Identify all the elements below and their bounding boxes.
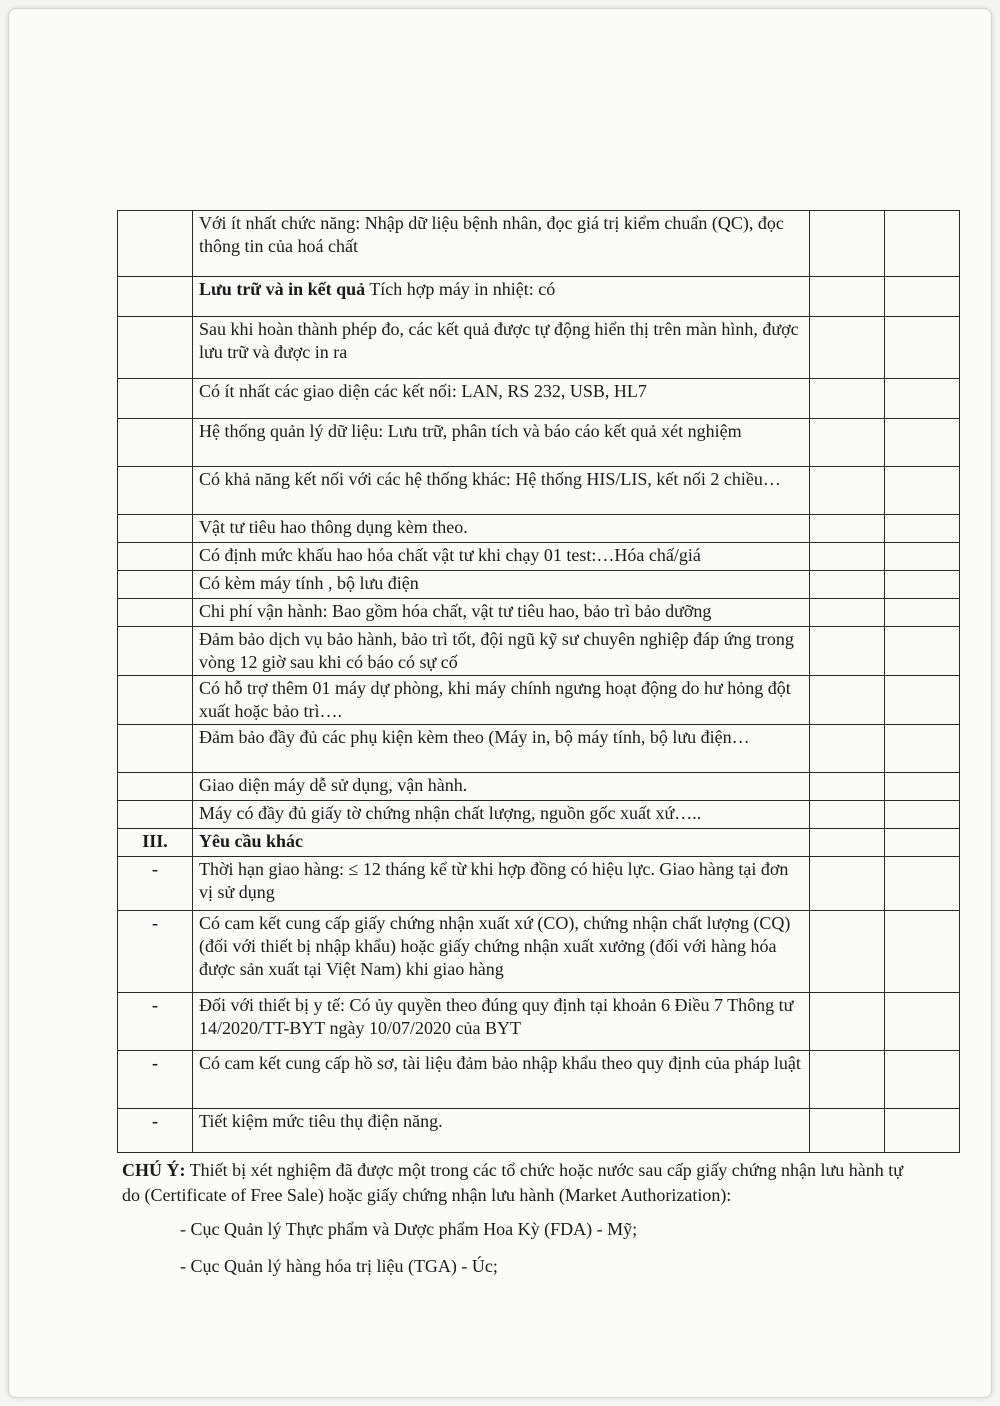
row-number bbox=[118, 467, 193, 515]
empty-cell bbox=[810, 317, 885, 379]
table-row bbox=[118, 543, 960, 571]
empty-cell bbox=[885, 1109, 960, 1153]
row-description bbox=[193, 911, 810, 993]
table-row bbox=[118, 211, 960, 277]
table-row bbox=[118, 515, 960, 543]
empty-cell bbox=[885, 211, 960, 277]
empty-cell bbox=[885, 543, 960, 571]
empty-cell bbox=[885, 379, 960, 419]
row-text: Với ít nhất chức năng: Nhập dữ liệu bệnh nhân, đọc giá trị kiểm chuẩn (QC), đọc thông tin của hoá chất bbox=[199, 213, 784, 256]
row-number: - bbox=[118, 1109, 193, 1153]
table-row bbox=[118, 379, 960, 419]
row-description bbox=[193, 277, 810, 317]
row-description bbox=[193, 211, 810, 277]
row-description bbox=[193, 773, 810, 801]
table-row bbox=[118, 627, 960, 676]
empty-cell bbox=[885, 571, 960, 599]
row-number bbox=[118, 317, 193, 379]
note-paragraph bbox=[122, 1158, 922, 1208]
empty-cell bbox=[810, 627, 885, 676]
row-number: III. bbox=[118, 829, 193, 857]
row-number bbox=[118, 725, 193, 773]
note-item: - Cục Quản lý hàng hóa trị liệu (TGA) - Úc; bbox=[180, 1256, 498, 1276]
row-description bbox=[193, 676, 810, 725]
row-text: Máy có đầy đủ giấy tờ chứng nhận chất lượng, nguồn gốc xuất xứ….. bbox=[199, 803, 702, 823]
row-description bbox=[193, 317, 810, 379]
empty-cell bbox=[810, 676, 885, 725]
empty-cell bbox=[885, 467, 960, 515]
table-row bbox=[118, 857, 960, 911]
note-item: - Cục Quản lý Thực phẩm và Dược phẩm Hoa Kỳ (FDA) - Mỹ; bbox=[180, 1219, 638, 1239]
row-description bbox=[193, 419, 810, 467]
row-text: Vật tư tiêu hao thông dụng kèm theo. bbox=[199, 517, 468, 537]
row-description bbox=[193, 857, 810, 911]
empty-cell bbox=[810, 1051, 885, 1109]
empty-cell bbox=[810, 599, 885, 627]
row-number bbox=[118, 599, 193, 627]
row-number: - bbox=[118, 993, 193, 1051]
empty-cell bbox=[810, 857, 885, 911]
empty-cell bbox=[810, 419, 885, 467]
row-text: Đảm bảo đầy đủ các phụ kiện kèm theo (Máy in, bộ máy tính, bộ lưu điện… bbox=[199, 727, 750, 747]
row-text: Đối với thiết bị y tế: Có ủy quyền theo đúng quy định tại khoản 6 Điều 7 Thông tư 14/2020/TT-BYT ngày 10/07/2020 của BYT bbox=[199, 995, 794, 1038]
row-text: Có kèm máy tính , bộ lưu điện bbox=[199, 573, 419, 593]
row-heading: Yêu cầu khác bbox=[199, 831, 304, 851]
table-row bbox=[118, 467, 960, 515]
table-row bbox=[118, 911, 960, 993]
row-number bbox=[118, 277, 193, 317]
row-description bbox=[193, 467, 810, 515]
row-number: - bbox=[118, 911, 193, 993]
empty-cell bbox=[885, 419, 960, 467]
empty-cell bbox=[885, 857, 960, 911]
row-number: - bbox=[118, 857, 193, 911]
row-number bbox=[118, 379, 193, 419]
note-section bbox=[122, 1158, 922, 1279]
row-text: Có cam kết cung cấp giấy chứng nhận xuất xứ (CO), chứng nhận chất lượng (CQ) (đối với thiết bị nhập khẩu) hoặc giấy chứng nhận xuất xưởng (đối với hàng hóa được sản xuất tại Việt Nam) khi giao hàng bbox=[199, 913, 791, 979]
row-number bbox=[118, 419, 193, 467]
empty-cell bbox=[885, 317, 960, 379]
row-text: Hệ thống quản lý dữ liệu: Lưu trữ, phân tích và báo cáo kết quả xét nghiệm bbox=[199, 421, 742, 441]
row-description bbox=[193, 801, 810, 829]
table-row bbox=[118, 599, 960, 627]
row-text: Có định mức khấu hao hóa chất vật tư khi chạy 01 test:…Hóa chấ/giá bbox=[199, 545, 701, 565]
empty-cell bbox=[810, 911, 885, 993]
row-text: Tiết kiệm mức tiêu thụ điện năng. bbox=[199, 1111, 443, 1131]
empty-cell bbox=[885, 773, 960, 801]
row-number bbox=[118, 801, 193, 829]
table-row bbox=[118, 317, 960, 379]
row-description bbox=[193, 1051, 810, 1109]
table-row bbox=[118, 419, 960, 467]
empty-cell bbox=[810, 773, 885, 801]
row-text: Sau khi hoàn thành phép đo, các kết quả được tự động hiển thị trên màn hình, được lưu trữ và được in ra bbox=[199, 319, 799, 362]
row-description bbox=[193, 599, 810, 627]
empty-cell bbox=[810, 829, 885, 857]
row-number bbox=[118, 627, 193, 676]
row-number bbox=[118, 676, 193, 725]
table-row bbox=[118, 725, 960, 773]
row-text: Đảm bảo dịch vụ bảo hành, bảo trì tốt, đội ngũ kỹ sư chuyên nghiệp đáp ứng trong vòng 12 giờ sau khi có báo có sự cố bbox=[199, 629, 794, 672]
table-row bbox=[118, 993, 960, 1051]
row-description bbox=[193, 993, 810, 1051]
empty-cell bbox=[810, 379, 885, 419]
note-label: CHÚ Ý: bbox=[122, 1160, 186, 1180]
empty-cell bbox=[885, 801, 960, 829]
empty-cell bbox=[885, 599, 960, 627]
table-row bbox=[118, 773, 960, 801]
row-description bbox=[193, 543, 810, 571]
row-text: Có hỗ trợ thêm 01 máy dự phòng, khi máy chính ngưng hoạt động do hư hỏng đột xuất hoặc bảo trì…. bbox=[199, 678, 791, 721]
empty-cell bbox=[885, 1051, 960, 1109]
row-text: Chi phí vận hành: Bao gồm hóa chất, vật tư tiêu hao, bảo trì bảo dưỡng bbox=[199, 601, 712, 621]
row-text: Có cam kết cung cấp hồ sơ, tài liệu đảm bảo nhập khẩu theo quy định của pháp luật bbox=[199, 1053, 801, 1073]
row-text: Tích hợp máy in nhiệt: có bbox=[365, 279, 556, 299]
table-row bbox=[118, 676, 960, 725]
table-row bbox=[118, 801, 960, 829]
row-description bbox=[193, 515, 810, 543]
row-number bbox=[118, 211, 193, 277]
row-number bbox=[118, 773, 193, 801]
row-description bbox=[193, 571, 810, 599]
row-description bbox=[193, 1109, 810, 1153]
table-row bbox=[118, 277, 960, 317]
row-text: Thời hạn giao hàng: ≤ 12 tháng kể từ khi hợp đồng có hiệu lực. Giao hàng tại đơn vị sử dụng bbox=[199, 859, 789, 902]
empty-cell bbox=[885, 277, 960, 317]
empty-cell bbox=[885, 829, 960, 857]
row-text: Có ít nhất các giao diện các kết nối: LAN, RS 232, USB, HL7 bbox=[199, 381, 647, 401]
empty-cell bbox=[810, 277, 885, 317]
table-row bbox=[118, 1109, 960, 1153]
empty-cell bbox=[810, 467, 885, 515]
table-row bbox=[118, 571, 960, 599]
empty-cell bbox=[810, 571, 885, 599]
empty-cell bbox=[810, 1109, 885, 1153]
row-number bbox=[118, 515, 193, 543]
empty-cell bbox=[885, 993, 960, 1051]
row-description bbox=[193, 627, 810, 676]
row-text: Có khả năng kết nối với các hệ thống khác: Hệ thống HIS/LIS, kết nối 2 chiều… bbox=[199, 469, 781, 489]
row-number: - bbox=[118, 1051, 193, 1109]
empty-cell bbox=[810, 515, 885, 543]
row-description bbox=[193, 725, 810, 773]
empty-cell bbox=[810, 993, 885, 1051]
table-row bbox=[118, 829, 960, 857]
row-number bbox=[118, 543, 193, 571]
requirements-table bbox=[117, 210, 960, 1153]
row-number bbox=[118, 571, 193, 599]
note-text: Thiết bị xét nghiệm đã được một trong các tổ chức hoặc nước sau cấp giấy chứng nhận lưu hành tự do (Certificate of Free Sale) hoặc giấy chứng nhận lưu hành (Market Authorization): bbox=[122, 1160, 904, 1205]
empty-cell bbox=[885, 725, 960, 773]
empty-cell bbox=[810, 725, 885, 773]
empty-cell bbox=[885, 627, 960, 676]
table-row bbox=[118, 1051, 960, 1109]
empty-cell bbox=[885, 676, 960, 725]
empty-cell bbox=[810, 543, 885, 571]
empty-cell bbox=[885, 515, 960, 543]
empty-cell bbox=[810, 211, 885, 277]
row-text: Giao diện máy dễ sử dụng, vận hành. bbox=[199, 775, 468, 795]
empty-cell bbox=[810, 801, 885, 829]
empty-cell bbox=[885, 911, 960, 993]
row-heading: Lưu trữ và in kết quả bbox=[199, 279, 366, 299]
row-description bbox=[193, 379, 810, 419]
row-description bbox=[193, 829, 810, 857]
